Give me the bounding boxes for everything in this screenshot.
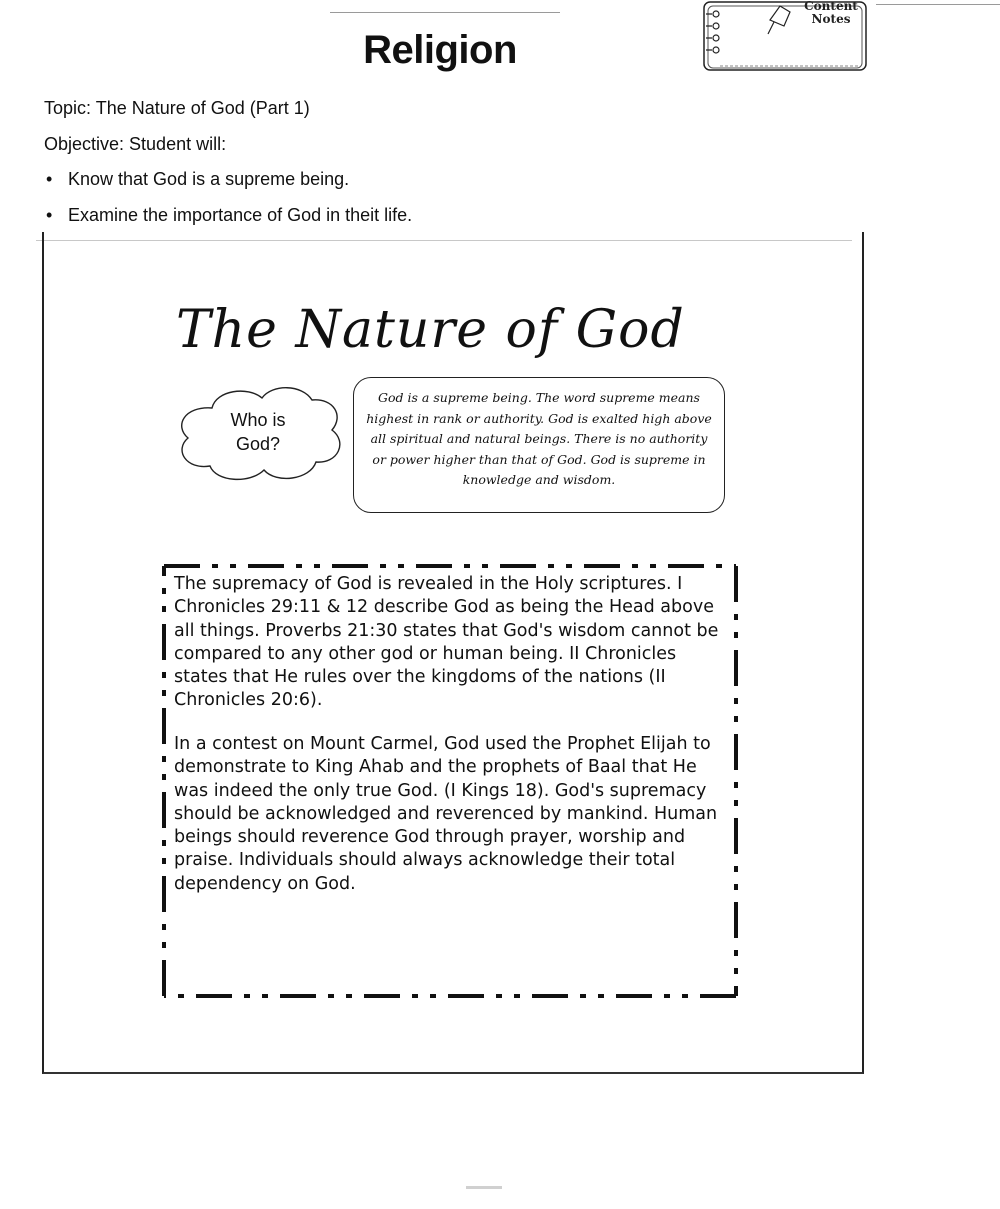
bullet-icon: • — [46, 169, 53, 189]
notes-heading: The Nature of God — [176, 300, 685, 360]
objective-text: Know that God is a supreme being. — [68, 169, 350, 189]
list-item — [44, 168, 412, 204]
page-title: Religion — [363, 28, 517, 72]
objective-list — [44, 168, 412, 240]
objective-text: Examine the importance of God in theit life. — [68, 205, 413, 225]
top-rule-right — [876, 4, 1000, 5]
badge-label-line2: Notes — [811, 12, 851, 26]
cloud-line: Who is — [230, 410, 286, 430]
elijah-paragraph: In a contest on Mount Carmel, God used the Prophet Elijah to demonstrate to King Ahab and the prophets of Baal that He was indeed the only true God. (I Kings 18). God's supremacy should be acknowledged and reverenced by mankind. Human beings should reverence God through prayer, worship and praise. Individuals should always acknowledge their total dependency on God. — [174, 734, 718, 894]
topic-line: Topic: The Nature of God (Part 1) — [44, 98, 310, 118]
top-rule — [330, 12, 560, 13]
cloud-question — [200, 408, 316, 456]
bullet-icon: • — [46, 205, 53, 225]
badge-label-line1: Content — [804, 0, 858, 13]
content-notes-badge — [700, 0, 868, 74]
bottom-smudge — [466, 1186, 502, 1189]
objective-line: Objective: Student will: — [44, 134, 227, 154]
definition-box: God is a supreme being. The word supreme means highest in rank or authority. God is exalted high above all spiritual and natural beings. There is no authority or power higher than that of God. God is supreme in knowledge and wisdom. — [353, 377, 725, 513]
scripture-paragraph: The supremacy of God is revealed in the Holy scriptures. I Chronicles 29:11 & 12 describe God as being the Head above all things. Proverbs 21:30 states that God's wisdom cannot be compared to any other god or human being. II Chronicles states that He rules over the kingdoms of the nations (II Chronicles 20:6). — [174, 574, 719, 711]
cloud-line: God? — [235, 434, 281, 454]
